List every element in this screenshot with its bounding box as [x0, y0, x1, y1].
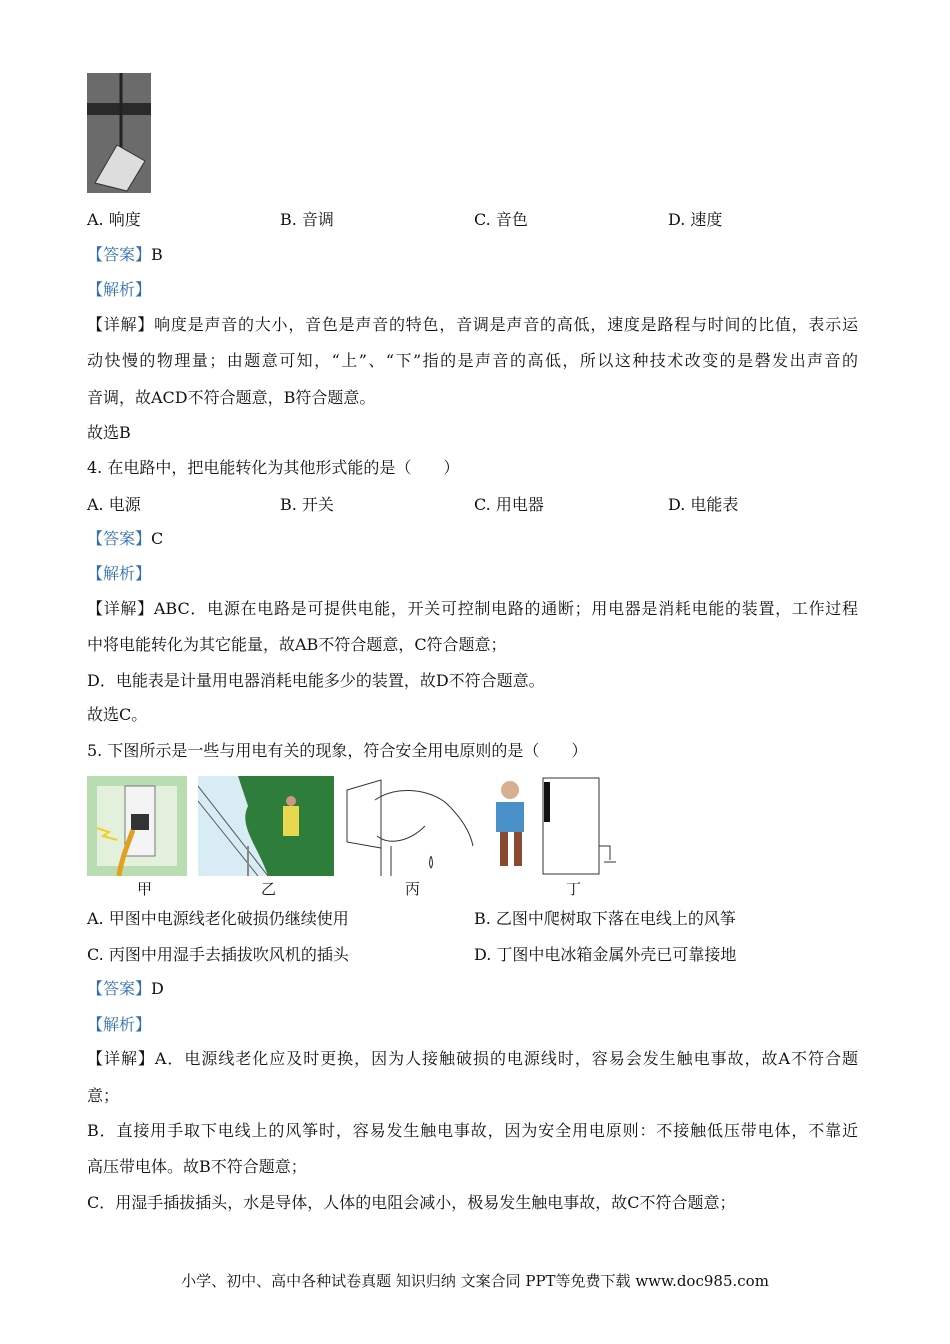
detail-label: 【详解】 [87, 599, 154, 618]
figure-caption-jia: 甲 [137, 880, 153, 898]
detail-label: 【详解】 [87, 315, 155, 334]
answer-value: C [151, 529, 164, 548]
chime-image [87, 73, 151, 193]
q5-question: 5. 下图所示是一些与用电有关的现象，符合安全用电原则的是（ ） [87, 741, 588, 760]
detail-text: A．电源线老化应及时更换，因为人接触破损的电源线时，容易会发生触电事故，故A不符合题 [154, 1049, 858, 1068]
q4-question: 4. 在电路中，把电能转化为其他形式能的是（ ） [87, 458, 460, 477]
answer-value: D [151, 979, 164, 998]
q4-detail-line: 中将电能转化为其它能量，故AB不符合题意，C符合题意； [87, 635, 507, 654]
page-footer: 小学、初中、高中各种试卷真题 知识归纳 文案合同 PPT等免费下载 www.doc985.com [181, 1272, 769, 1290]
q3-option-d: D. 速度 [668, 210, 723, 229]
q5-option-c: C. 丙图中用湿手去插拔吹风机的插头 [87, 945, 349, 964]
answer-label: 【答案】 [87, 979, 152, 998]
detail-label: 【详解】 [87, 1049, 155, 1068]
answer-label: 【答案】 [87, 529, 152, 548]
q3-detail-line [87, 315, 858, 335]
q4-detail-line [87, 599, 858, 619]
q4-option-c: C. 用电器 [474, 495, 544, 514]
q5-detail-line: 意； [87, 1086, 120, 1105]
figure-caption-bing: 丙 [405, 880, 421, 898]
detail-text: 响度是声音的大小，音色是声音的特色，音调是声音的高低，速度是路程与时间的比值，表示运 [154, 315, 858, 334]
wet-hand-plug-figure [345, 776, 475, 876]
chime-photo [87, 73, 151, 193]
answer-label: 【答案】 [87, 245, 152, 264]
kite-tree-figure [198, 776, 334, 876]
q4-option-a: A. 电源 [87, 495, 141, 514]
q4-detail-line: D．电能表是计量用电器消耗电能多少的装置，故D不符合题意。 [87, 671, 545, 690]
q5-option-b: B. 乙图中爬树取下落在电线上的风筝 [474, 909, 736, 928]
q5-option-d: D. 丁图中电冰箱金属外壳已可靠接地 [474, 945, 737, 964]
q4-answer [87, 529, 163, 549]
q3-detail-line: 音调，故ACD不符合题意，B符合题意。 [87, 388, 376, 407]
q5-analysis-label: 【解析】 [87, 1015, 152, 1034]
grounded-fridge-figure [488, 776, 618, 876]
q3-conclusion: 故选B [87, 423, 131, 442]
q4-analysis-label: 【解析】 [87, 564, 152, 583]
q3-option-c: C. 音色 [474, 210, 528, 229]
q3-answer [87, 245, 163, 265]
q3-option-a: A. 响度 [87, 210, 141, 229]
frayed-cord-figure [87, 776, 187, 876]
q4-option-d: D. 电能表 [668, 495, 739, 514]
q4-conclusion: 故选C。 [87, 705, 148, 724]
q5-detail-line: 高压带电体。故B不符合题意； [87, 1157, 307, 1176]
q4-option-b: B. 开关 [280, 495, 334, 514]
q5-answer [87, 979, 164, 999]
figure-caption-ding: 丁 [566, 880, 582, 898]
answer-value: B [151, 245, 163, 264]
q5-detail-line: C．用湿手插拔插头，水是导体，人体的电阻会减小，极易发生触电事故，故C不符合题意； [87, 1193, 736, 1212]
detail-text: ABC．电源在电路是可提供电能，开关可控制电路的通断；用电器是消耗电能的装置，工作过程 [153, 599, 858, 618]
q3-detail-line: 动快慢的物理量；由题意可知，“上”、“下”指的是声音的高低，所以这种技术改变的是磬发出声音的 [87, 351, 858, 370]
q5-detail-line [87, 1049, 858, 1069]
q5-detail-line: B．直接用手取下电线上的风筝时，容易发生触电事故，因为安全用电原则：不接触低压带电体，不靠近 [87, 1121, 858, 1140]
q3-analysis-label: 【解析】 [87, 280, 152, 299]
q5-option-a: A. 甲图中电源线老化破损仍继续使用 [87, 909, 349, 928]
figure-caption-yi: 乙 [261, 880, 277, 898]
q3-option-b: B. 音调 [280, 210, 334, 229]
